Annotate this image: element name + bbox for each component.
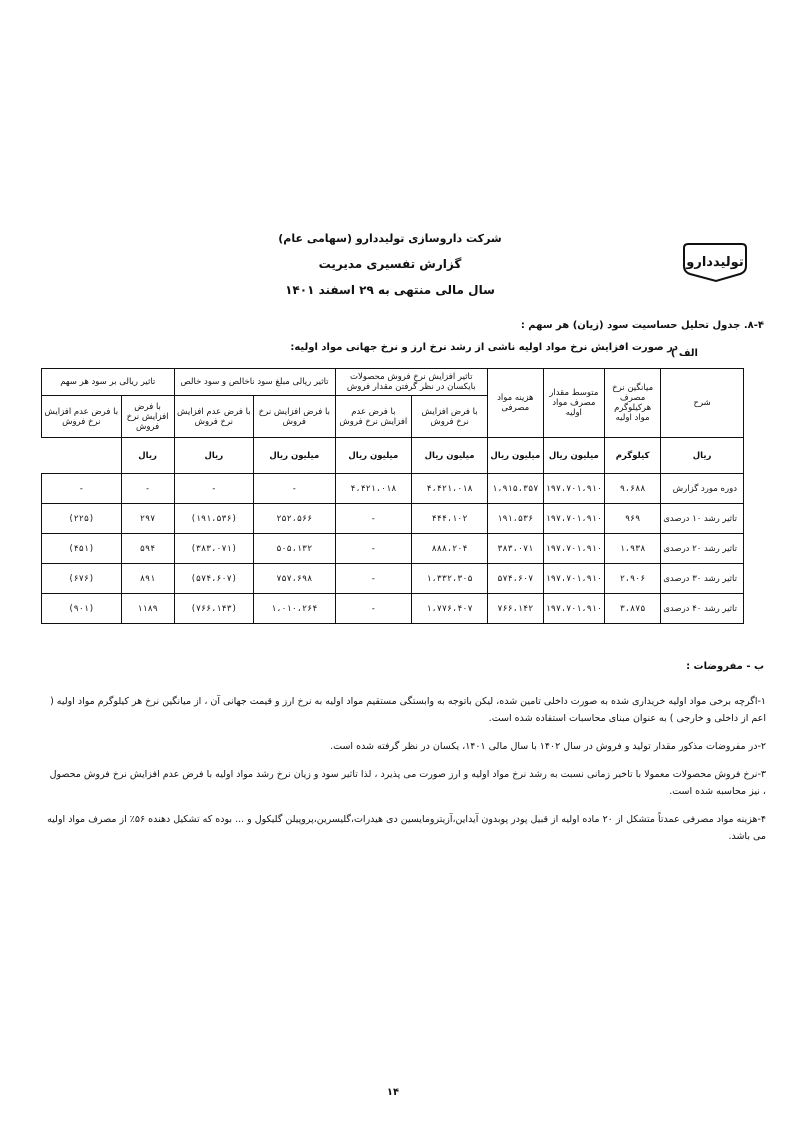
row-label: تاثیر رشد ۴۰ درصدی: [661, 594, 744, 624]
cell-eps-inc: -: [121, 474, 174, 504]
cell-profit-no: (۱۹۱،۵۳۶): [174, 504, 254, 534]
sub-header-profit-no: با فرض عدم افزایش نرخ فروش: [174, 396, 254, 438]
cell-cost: ۵۷۴،۶۰۷: [487, 564, 543, 594]
cell-eps-no: (۹۰۱): [42, 594, 122, 624]
assumptions-list: [44, 693, 766, 856]
logo-text: تولیددارو: [686, 255, 744, 270]
part-a-label: الف ): [670, 348, 698, 359]
cell-sales-no: ۴،۴۲۱،۰۱۸: [335, 474, 412, 504]
assumption-item: ۱-اگرچه برخی مواد اولیه خریداری شده به صورت داخلی تامین شده، لیکن باتوجه به وابستگی مستقیم مواد اولیه به نرخ ارز و قیمت جهانی آن ، از میانگین نرخ هر کیلوگرم مواد اولیه ( اعم از داخلی و خارجی ) به عنوان مبنای محاسبات استفاده شده است.: [50, 696, 766, 724]
assumption-item: ۲-در مفروضات مذکور مقدار تولید و فروش در سال ۱۴۰۲ با سال مالی ۱۴۰۱، یکسان در نظر گرفته شده است.: [330, 741, 766, 752]
cell-rate: ۲،۹۰۶: [604, 564, 660, 594]
cell-qty: ۱۹۷،۷۰۱،۹۱۰: [543, 534, 604, 564]
group-header-eps: تاثیر ریالی بر سود هر سهم: [42, 369, 175, 396]
cell-sales-inc: ۴،۴۲۱،۰۱۸: [412, 474, 488, 504]
cell-profit-no: -: [174, 474, 254, 504]
cell-profit-inc: ۷۵۷،۶۹۸: [254, 564, 335, 594]
cell-sales-no: -: [335, 534, 412, 564]
table-row: [42, 564, 744, 594]
cell-profit-no: (۵۷۴،۶۰۷): [174, 564, 254, 594]
table-unit-row: [42, 438, 744, 474]
fiscal-period: سال مالی منتهی به ۲۹ اسفند ۱۴۰۱: [285, 283, 495, 297]
report-title: گزارش تفسیری مدیریت: [318, 257, 462, 271]
cell-sales-inc: ۸۸۸،۲۰۴: [412, 534, 488, 564]
group-header-profit: تاثیر ریالی مبلغ سود ناخالص و سود خالص: [174, 369, 335, 396]
cell-sales-inc: ۱،۳۳۲،۳۰۵: [412, 564, 488, 594]
cell-sales-inc: ۱،۷۷۶،۴۰۷: [412, 594, 488, 624]
cell-sales-no: -: [335, 504, 412, 534]
cell-cost: ۱۹۱،۵۳۶: [487, 504, 543, 534]
cell-sales-no: -: [335, 564, 412, 594]
col-header-description: شرح: [661, 369, 744, 438]
cell-profit-inc: ۲۵۲،۵۶۶: [254, 504, 335, 534]
cell-sales-inc: ۴۴۴،۱۰۲: [412, 504, 488, 534]
assumptions-title: ب - مفروضات :: [686, 661, 764, 672]
cell-profit-inc: -: [254, 474, 335, 504]
sensitivity-table: [41, 368, 744, 624]
cell-eps-no: -: [42, 474, 122, 504]
cell-rate: ۹،۶۸۸: [604, 474, 660, 504]
cell-eps-no: (۴۵۱): [42, 534, 122, 564]
cell-qty: ۱۹۷،۷۰۱،۹۱۰: [543, 594, 604, 624]
cell-qty: ۱۹۷،۷۰۱،۹۱۰: [543, 474, 604, 504]
cell-cost: ۳۸۳،۰۷۱: [487, 534, 543, 564]
report-header: [240, 232, 540, 297]
unit-profit-no: میلیون ریال: [254, 438, 335, 474]
unit-eps-no: ریال: [121, 438, 174, 474]
cell-qty: ۱۹۷،۷۰۱،۹۱۰: [543, 564, 604, 594]
table-row: [42, 504, 744, 534]
sub-header-eps-no: با فرض عدم افزایش نرخ فروش: [42, 396, 122, 438]
cell-rate: ۹۶۹: [604, 504, 660, 534]
row-label: تاثیر رشد ۳۰ درصدی: [661, 564, 744, 594]
unit-rate: ریال: [661, 438, 744, 474]
unit-qty: کیلوگرم: [604, 438, 660, 474]
row-label: دوره مورد گزارش: [661, 474, 744, 504]
page-number: ۱۴: [386, 1087, 400, 1098]
cell-cost: ۱،۹۱۵،۳۵۷: [487, 474, 543, 504]
unit-sales-no: میلیون ریال: [412, 438, 488, 474]
table-row: [42, 474, 744, 504]
company-logo: [680, 238, 750, 284]
cell-profit-inc: ۵۰۵،۱۳۲: [254, 534, 335, 564]
cell-eps-no: (۶۷۶): [42, 564, 122, 594]
cell-eps-inc: ۲۹۷: [121, 504, 174, 534]
cell-profit-no: (۷۶۶،۱۴۳): [174, 594, 254, 624]
cell-eps-inc: ۸۹۱: [121, 564, 174, 594]
company-name: شرکت داروسازی تولیددارو (سهامی عام): [278, 232, 502, 245]
sub-header-eps-inc: با فرض افزایش نرخ فروش: [121, 396, 174, 438]
unit-sales-inc: میلیون ریال: [487, 438, 543, 474]
cell-eps-no: (۲۲۵): [42, 504, 122, 534]
sub-header-profit-inc: با فرض افزایش نرخ فروش: [254, 396, 335, 438]
cell-rate: ۳،۸۷۵: [604, 594, 660, 624]
cell-eps-inc: ۵۹۴: [121, 534, 174, 564]
cell-cost: ۷۶۶،۱۴۲: [487, 594, 543, 624]
cell-rate: ۱،۹۳۸: [604, 534, 660, 564]
unit-eps-inc: ریال: [174, 438, 254, 474]
col-header-avg-qty: متوسط مقدار مصرف مواد اولیه: [543, 369, 604, 438]
cell-qty: ۱۹۷،۷۰۱،۹۱۰: [543, 504, 604, 534]
col-header-material-cost: هزینه مواد مصرفی: [487, 369, 543, 438]
assumption-item: ۳-نرخ فروش محصولات معمولا با تاخیر زمانی نسبت به رشد نرخ مواد اولیه و ارز صورت می پذیرد ، لذا تاثیر سود و زیان نرخ رشد مواد اولیه با فرض عدم افزایش نرخ فروش محصول ، نیز محاسبه شده است.: [49, 769, 766, 797]
row-label: تاثیر رشد ۲۰ درصدی: [661, 534, 744, 564]
assumption-item: ۴-هزینه مواد مصرفی عمدتاً متشکل از ۲۰ ماده اولیه از قبیل پودر پوبدون آیداین،آزیترومایسین دی هیدرات،گلیسرین،پروپیلن گلیکول و ... بوده که تشکیل دهنده ۵۶٪ از مصرف مواد اولیه می باشد.: [47, 814, 766, 842]
sub-header-sales-inc: با فرض افزایش نرخ فروش: [412, 396, 488, 438]
cell-profit-inc: ۱،۰۱۰،۲۶۴: [254, 594, 335, 624]
table-header-row-1: [42, 369, 744, 396]
unit-cost: میلیون ریال: [543, 438, 604, 474]
unit-profit-inc: میلیون ریال: [335, 438, 412, 474]
cell-profit-no: (۳۸۳،۰۷۱): [174, 534, 254, 564]
cell-eps-inc: ۱۱۸۹: [121, 594, 174, 624]
table-row: [42, 594, 744, 624]
col-header-avg-rate: میانگین نرخ مصرف هرکیلوگرم مواد اولیه: [604, 369, 660, 438]
group-header-sales: تاثیر افزایش نرخ فروش محصولات بایکسان در نظر گرفتن مقدار فروش: [335, 369, 487, 396]
section-title: ۸-۴. جدول تحلیل حساسیت سود (زیان) هر سهم :: [520, 320, 764, 331]
section-subtitle: در صورت افزایش نرخ مواد اولیه ناشی از رشد نرخ ارز و نرخ جهانی مواد اولیه:: [290, 342, 678, 353]
sub-header-sales-no: با فرض عدم افزایش نرخ فروش: [335, 396, 412, 438]
cell-sales-no: -: [335, 594, 412, 624]
row-label: تاثیر رشد ۱۰ درصدی: [661, 504, 744, 534]
table-row: [42, 534, 744, 564]
